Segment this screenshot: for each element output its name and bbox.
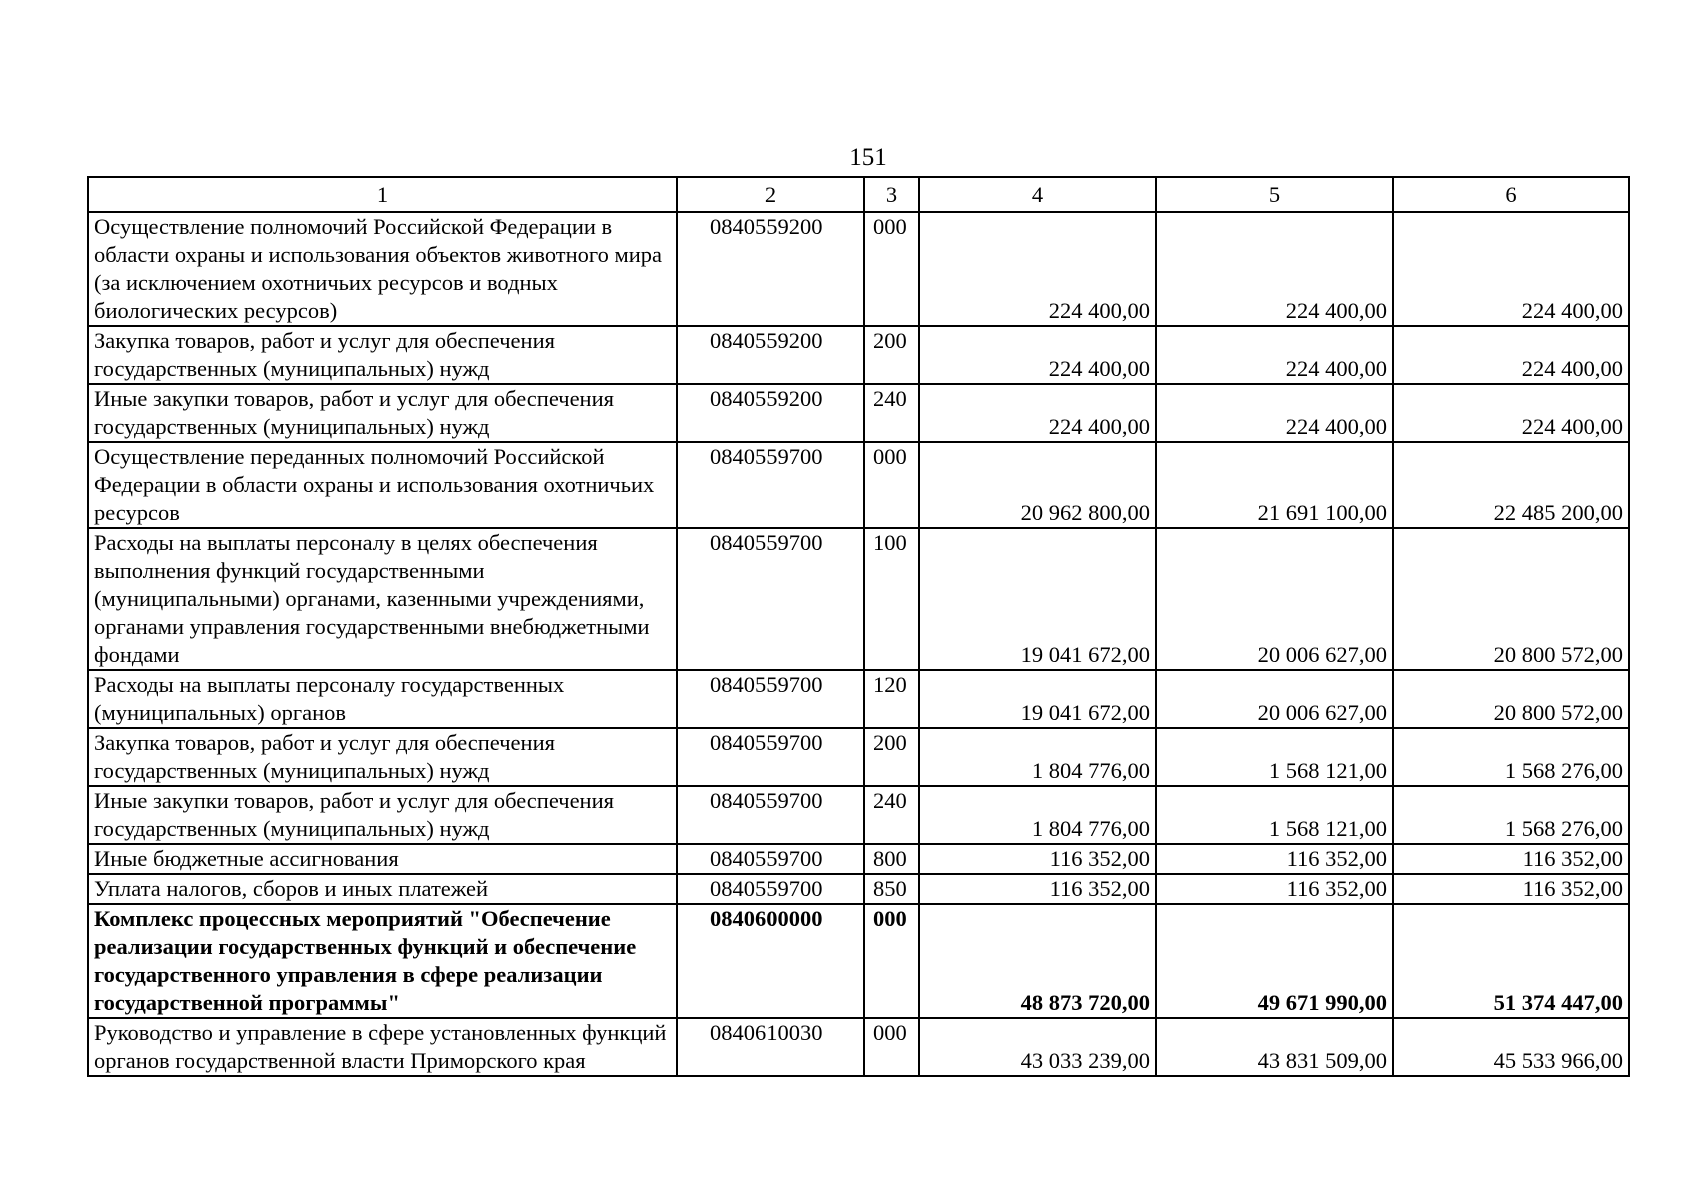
row-amount-5-cell: 224 400,00 <box>1156 212 1393 326</box>
row-name-cell: Расходы на выплаты персоналу государственных (муниципальных) органов <box>88 670 677 728</box>
row-code-cell: 0840610030 <box>677 1018 864 1076</box>
row-amount-5-cell: 1 568 121,00 <box>1156 786 1393 844</box>
row-amount-5-cell: 116 352,00 <box>1156 874 1393 904</box>
table-row <box>88 212 1629 326</box>
row-code-cell: 0840600000 <box>677 904 864 1018</box>
row-type-cell: 100 <box>864 528 919 670</box>
row-amount-6-cell: 116 352,00 <box>1393 844 1629 874</box>
row-amount-4-cell: 224 400,00 <box>919 326 1156 384</box>
row-amount-6-cell: 224 400,00 <box>1393 326 1629 384</box>
row-code-cell: 0840559700 <box>677 874 864 904</box>
row-type-cell: 120 <box>864 670 919 728</box>
row-code-cell: 0840559700 <box>677 786 864 844</box>
row-code-cell: 0840559700 <box>677 844 864 874</box>
row-name-cell: Расходы на выплаты персоналу в целях обеспечения выполнения функций государственными (муниципальными) органами, казенными учреждениями, органами управления государственными внебюджетными фондами <box>88 528 677 670</box>
table-row <box>88 1018 1629 1076</box>
table-row <box>88 728 1629 786</box>
row-type-cell: 000 <box>864 212 919 326</box>
row-amount-5-cell: 21 691 100,00 <box>1156 442 1393 528</box>
row-amount-5-cell: 20 006 627,00 <box>1156 670 1393 728</box>
row-name-cell: Уплата налогов, сборов и иных платежей <box>88 874 677 904</box>
row-type-cell: 800 <box>864 844 919 874</box>
row-name-cell: Закупка товаров, работ и услуг для обеспечения государственных (муниципальных) нужд <box>88 326 677 384</box>
row-type-cell: 200 <box>864 326 919 384</box>
row-amount-6-cell: 45 533 966,00 <box>1393 1018 1629 1076</box>
table-row <box>88 384 1629 442</box>
header-cell: 4 <box>919 177 1156 212</box>
row-amount-6-cell: 1 568 276,00 <box>1393 786 1629 844</box>
row-amount-4-cell: 116 352,00 <box>919 874 1156 904</box>
row-name-cell: Комплекс процессных мероприятий "Обеспечение реализации государственных функций и обеспечение государственного управления в сфере реализации государственной программы" <box>88 904 677 1018</box>
header-cell: 5 <box>1156 177 1393 212</box>
row-amount-4-cell: 224 400,00 <box>919 384 1156 442</box>
row-amount-4-cell: 19 041 672,00 <box>919 528 1156 670</box>
row-type-cell: 000 <box>864 1018 919 1076</box>
row-amount-5-cell: 224 400,00 <box>1156 326 1393 384</box>
row-amount-4-cell: 1 804 776,00 <box>919 728 1156 786</box>
table-row <box>88 528 1629 670</box>
row-type-cell: 000 <box>864 904 919 1018</box>
row-amount-6-cell: 116 352,00 <box>1393 874 1629 904</box>
row-name-cell: Руководство и управление в сфере установленных функций органов государственной власти Приморского края <box>88 1018 677 1076</box>
row-name-cell: Иные закупки товаров, работ и услуг для обеспечения государственных (муниципальных) нужд <box>88 384 677 442</box>
row-amount-6-cell: 22 485 200,00 <box>1393 442 1629 528</box>
row-type-cell: 850 <box>864 874 919 904</box>
row-name-cell: Иные закупки товаров, работ и услуг для обеспечения государственных (муниципальных) нужд <box>88 786 677 844</box>
row-name-cell: Иные бюджетные ассигнования <box>88 844 677 874</box>
header-row <box>88 177 1629 212</box>
table-row <box>88 786 1629 844</box>
row-amount-5-cell: 116 352,00 <box>1156 844 1393 874</box>
table-row <box>88 844 1629 874</box>
row-type-cell: 000 <box>864 442 919 528</box>
header-cell: 3 <box>864 177 919 212</box>
row-amount-6-cell: 1 568 276,00 <box>1393 728 1629 786</box>
row-amount-5-cell: 224 400,00 <box>1156 384 1393 442</box>
row-amount-5-cell: 49 671 990,00 <box>1156 904 1393 1018</box>
row-type-cell: 240 <box>864 786 919 844</box>
table-row <box>88 442 1629 528</box>
row-code-cell: 0840559700 <box>677 528 864 670</box>
table-row <box>88 326 1629 384</box>
row-amount-6-cell: 20 800 572,00 <box>1393 670 1629 728</box>
row-type-cell: 240 <box>864 384 919 442</box>
row-amount-4-cell: 43 033 239,00 <box>919 1018 1156 1076</box>
table-row <box>88 904 1629 1018</box>
row-name-cell: Закупка товаров, работ и услуг для обеспечения государственных (муниципальных) нужд <box>88 728 677 786</box>
row-amount-6-cell: 224 400,00 <box>1393 384 1629 442</box>
row-amount-4-cell: 20 962 800,00 <box>919 442 1156 528</box>
row-amount-6-cell: 224 400,00 <box>1393 212 1629 326</box>
row-code-cell: 0840559200 <box>677 384 864 442</box>
row-name-cell: Осуществление полномочий Российской Федерации в области охраны и использования объектов животного мира (за исключением охотничьих ресурсов и водных биологических ресурсов) <box>88 212 677 326</box>
header-cell: 6 <box>1393 177 1629 212</box>
row-code-cell: 0840559700 <box>677 728 864 786</box>
row-amount-6-cell: 51 374 447,00 <box>1393 904 1629 1018</box>
row-amount-4-cell: 1 804 776,00 <box>919 786 1156 844</box>
row-amount-5-cell: 20 006 627,00 <box>1156 528 1393 670</box>
header-cell: 1 <box>88 177 677 212</box>
header-cell: 2 <box>677 177 864 212</box>
row-code-cell: 0840559700 <box>677 670 864 728</box>
row-amount-4-cell: 116 352,00 <box>919 844 1156 874</box>
row-amount-4-cell: 224 400,00 <box>919 212 1156 326</box>
row-amount-6-cell: 20 800 572,00 <box>1393 528 1629 670</box>
page-number: 151 <box>849 144 887 171</box>
row-code-cell: 0840559700 <box>677 442 864 528</box>
row-type-cell: 200 <box>864 728 919 786</box>
row-amount-5-cell: 43 831 509,00 <box>1156 1018 1393 1076</box>
row-amount-5-cell: 1 568 121,00 <box>1156 728 1393 786</box>
row-name-cell: Осуществление переданных полномочий Российской Федерации в области охраны и использования охотничьих ресурсов <box>88 442 677 528</box>
budget-table <box>87 176 1630 1077</box>
row-code-cell: 0840559200 <box>677 326 864 384</box>
row-amount-4-cell: 48 873 720,00 <box>919 904 1156 1018</box>
row-amount-4-cell: 19 041 672,00 <box>919 670 1156 728</box>
table-row <box>88 670 1629 728</box>
row-code-cell: 0840559200 <box>677 212 864 326</box>
table-row <box>88 874 1629 904</box>
